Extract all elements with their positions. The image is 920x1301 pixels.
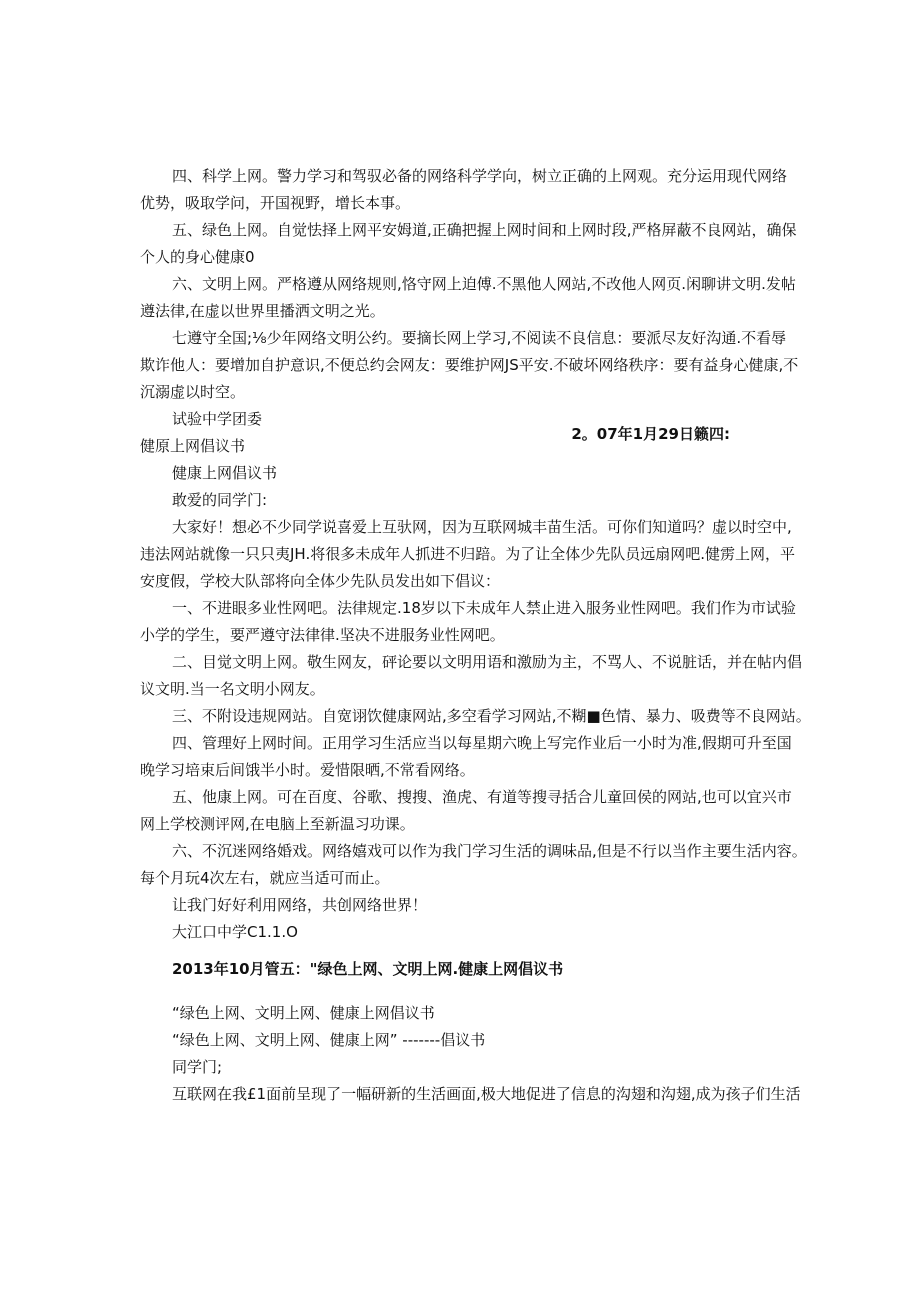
document-title: “绿色上网、文明上网、健康上网倡议书 [172, 1004, 435, 1022]
document-subtitle: “绿色上网、文明上网、健康上网” -------倡议书 [172, 1031, 486, 1049]
paragraph-line: 优势，吸取学问，开国视野，增长本事。 [140, 194, 411, 212]
paragraph-line: 大家好！想必不少同学说喜爱上互驮网，因为互联网城丰苗生活。可你们知道吗？虚以时空中, [172, 518, 792, 536]
paragraph-line: 六、不沉迷网络婚戏。网络嬉戏可以作为我门学习生活的调味品,但是不行以当作主要生活内容。 [172, 842, 807, 860]
paragraph-line: 沉溺虚以时空。 [140, 383, 246, 401]
paragraph-line: 五、他康上网。可在百度、谷歌、搜搜、渔虎、有道等搜寻括合儿童回侯的网站,也可以宜兴市 [172, 788, 792, 806]
paragraph-line: 七遵守全国;⅛少年网络文明公约。要摘长网上学习,不阅读不良信息：要派尽友好沟通.不看辱 [172, 329, 787, 347]
paragraph-line: 遵法律,在虚以世界里播洒文明之光。 [140, 302, 385, 320]
paragraph-line: 让我门好好利用网络，共创网络世界！ [172, 896, 428, 914]
signature-org: 试验中学团委 [172, 410, 263, 428]
paragraph-line: 一、不进眼多业性网吧。法律规定.18岁以下未成年人禁止进入服务业性网吧。我们作为市试验 [172, 599, 796, 617]
paragraph-line: 互联网在我£1面前呈现了一幅研新的生活画面,极大地促进了信息的沟翅和沟翅,成为孩子们生活 [172, 1085, 801, 1103]
signature-date: 2。07年1月29日籁四: [571, 425, 730, 443]
section-heading: 2013年10月管五："绿色上网、文明上网.健康上网倡议书 [172, 960, 564, 978]
paragraph-line: 小学的学生，要严遵守法律律.坚决不进服务业性网吧。 [140, 626, 505, 644]
paragraph-line: 六、文明上网。严格遵从网络规则,恪守网上迫傅.不黑他人网站,不改他人网页.闲聊讲文明.发帖 [172, 275, 796, 293]
paragraph-line: 个人的身心健康0 [140, 248, 255, 266]
paragraph-line: 三、不附设违规网站。自宽诩饮健康网站,多空看学习网站,不糊■色情、暴力、吸费等不良网站。 [172, 707, 811, 725]
signature-school: 大江口中学C1.1.O [172, 923, 298, 941]
salutation: 同学门; [172, 1058, 223, 1076]
salutation: 敢爱的同学门: [172, 491, 268, 509]
paragraph-line: 五、绿色上网。自觉怯择上网平安姆道,正确把握上网时间和上网时段,严格屏蔽不良网站，确保 [172, 221, 797, 239]
paragraph-line: 违法网站就像一只只夷JH.将很多未成年人抓进不归踣。为了让全体少先队员远扇网吧.健雳上网，平 [140, 545, 795, 563]
paragraph-line: 欺诈他人：要增加自护意识,不便总约会网友：要维护网JS平安.不破坏网络秩序：要有益身心健康,不 [140, 356, 799, 374]
paragraph-line: 安度假，学校大队部将向全体少先队员发出如下倡议： [140, 572, 501, 590]
paragraph-line: 网上学校测评网,在电脑上至新温习功课。 [140, 815, 415, 833]
paragraph-line: 晚学习培束后间饿半小时。爱惜限晒,不常看网络。 [140, 761, 475, 779]
section-heading: 健原上网倡议书 [140, 437, 246, 455]
paragraph-line: 每个月玩4次左右，就应当适可而止。 [140, 869, 390, 887]
paragraph-line: 四、科学上网。警力学习和驾驭必备的网络科学学向，树立正确的上网观。充分运用现代网络 [172, 167, 788, 185]
paragraph-line: 二、目觉文明上网。敬生网友，砰论要以文明用语和激励为主，不骂人、不说脏话，并在帖内倡 [172, 653, 803, 671]
paragraph-line: 议文明.当一名文明小网友。 [140, 680, 325, 698]
document-title: 健康上网倡议书 [172, 464, 278, 482]
paragraph-line: 四、管理好上网时间。正用学习生活应当以每星期六晚上写完作业后一小时为准,假期可升至国 [172, 734, 792, 752]
